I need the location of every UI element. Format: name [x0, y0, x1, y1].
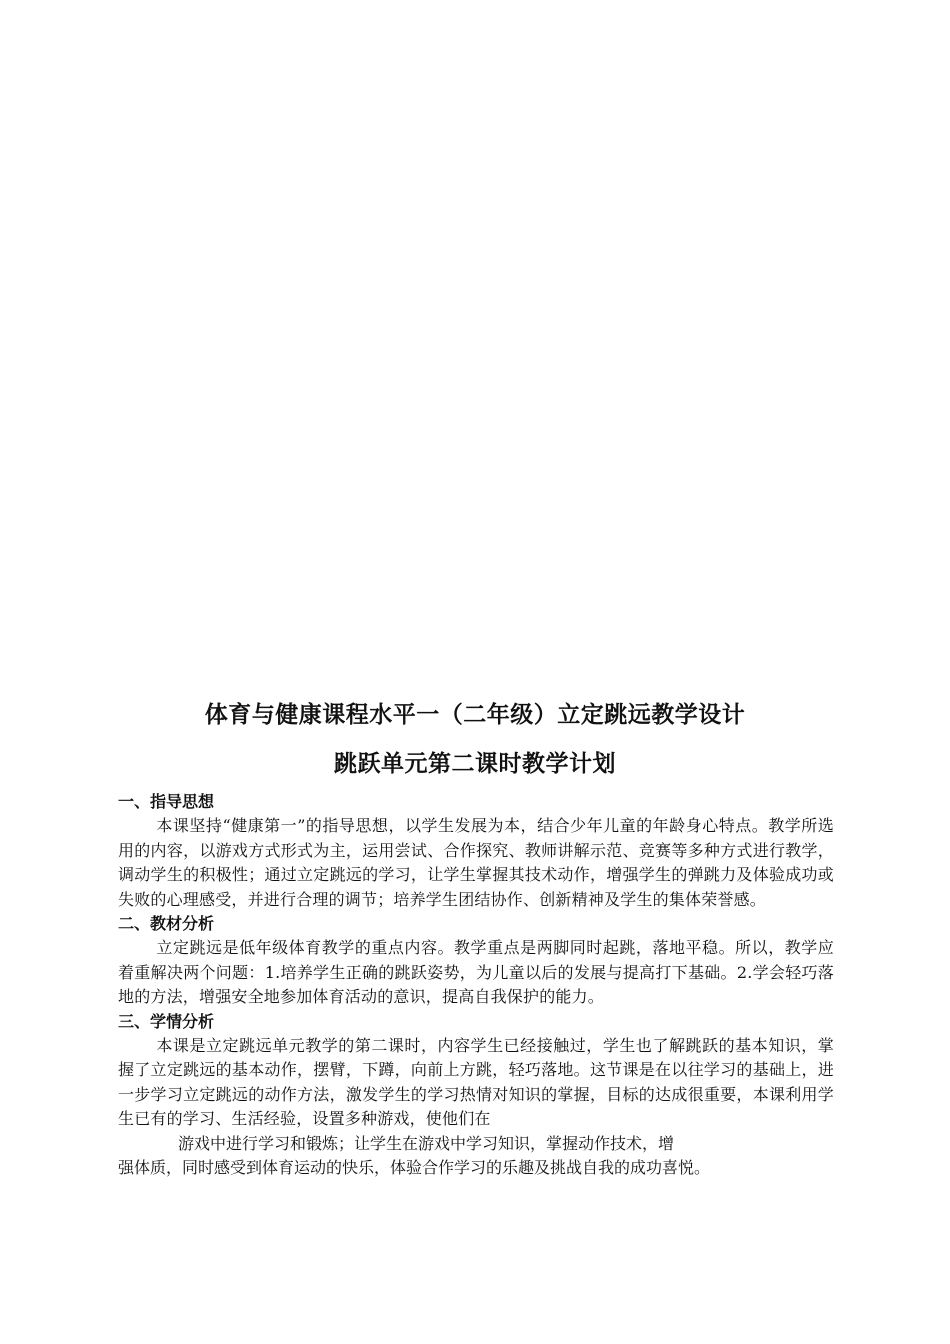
section-paragraph: 本课坚持“健康第一”的指导思想，以学生发展为本，结合少年儿童的年龄身心特点。教学所选用的内容，以游戏方式形式为主，运用尝试、合作探究、教师讲解示范、竞赛等多种方式进行教学，调动学生的积极性；通过立定跳远的学习，让学生掌握其技术动作，增强学生的弹跳力及体验成功或失败的心理感受，并进行合理的调节；培养学生团结协作、创新精神及学生的集体荣誉感。 [118, 816, 834, 909]
section-material-analysis [118, 912, 834, 1010]
section-heading: 三、学情分析 [118, 1011, 215, 1031]
section-paragraph: 本课是立定跳远单元教学的第二课时，内容学生已经接触过，学生也了解跳跃的基本知识，掌握了立定跳远的基本动作，摆臂，下蹲，向前上方跳，轻巧落地。这节课是在以往学习的基础上，进一步学习立定跳远的动作方法，激发学生的学习热情对知识的掌握，目标的达成很重要，本课利用学生已有的学习、生活经验，设置多种游戏，使他们在 [118, 1035, 834, 1128]
section-heading: 二、教材分析 [118, 914, 215, 933]
section-paragraph-continued: 游戏中进行学习和锻炼；让学生在游戏中学习知识，掌握动作技术，增 [178, 1133, 675, 1153]
section-paragraph-continued: 强体质，同时感受到体育运动的快乐，体验合作学习的乐趣及挑战自我的成功喜悦。 [118, 1158, 711, 1177]
document-title: 体育与健康课程水平一（二年级）立定跳远教学设计 [204, 702, 746, 728]
section-paragraph: 立定跳远是低年级体育教学的重点内容。教学重点是两脚同时起跳，落地平稳。所以，教学应着重解决两个问题：1.培养学生正确的跳跃姿势，为儿童以后的发展与提高打下基础。2.学会轻巧落地的方法，增强安全地参加体育活动的意识，提高自我保护的能力。 [118, 938, 834, 1006]
document-body [118, 790, 834, 1181]
section-student-analysis [118, 1010, 834, 1181]
section-heading: 一、指导思想 [118, 792, 215, 811]
document-subtitle: 跳跃单元第二课时教学计划 [334, 751, 616, 777]
section-guiding-thought [118, 790, 834, 912]
